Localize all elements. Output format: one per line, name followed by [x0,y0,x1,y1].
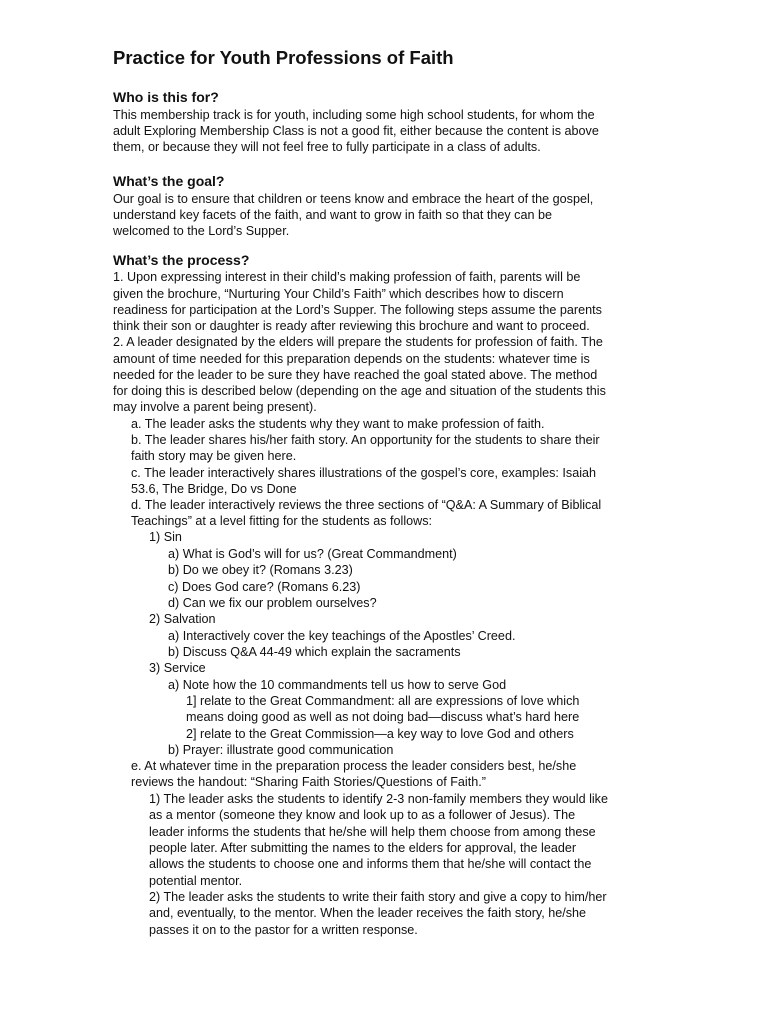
list-item: leader informs the students that he/she will help them choose from among these [149,825,596,839]
paragraph-line: readiness for participation at the Lord’s Supper. The following steps assume the parents [113,303,602,317]
list-item: b) Discuss Q&A 44-49 which explain the sacraments [168,645,461,659]
list-item: d) Can we fix our problem ourselves? [168,596,377,610]
paragraph-line: welcomed to the Lord’s Supper. [113,224,290,238]
list-item: potential mentor. [149,874,243,888]
list-item: b) Do we obey it? (Romans 3.23) [168,563,353,577]
page-title: Practice for Youth Professions of Faith [113,47,454,68]
paragraph-line: given the brochure, “Nurturing Your Child’s Faith” which describes how to discern [113,287,564,301]
list-item: 1) Sin [149,530,182,544]
paragraph-line: This membership track is for youth, including some high school students, for whom the [113,108,595,122]
list-item: 1) The leader asks the students to identify 2-3 non-family members they would like [149,792,608,806]
paragraph-line: 2. A leader designated by the elders will prepare the students for profession of faith. The [113,335,603,349]
paragraph-line: may involve a parent being present). [113,400,317,414]
list-item: c. The leader interactively shares illustrations of the gospel’s core, examples: Isaiah [131,466,597,480]
list-item: people later. After submitting the names to the elders for approval, the leader [149,841,577,855]
list-item: 53.6, The Bridge, Do vs Done [131,482,297,496]
list-item: 2) The leader asks the students to write their faith story and give a copy to him/her [149,890,607,904]
paragraph-line: needed for the leader to be sure they have reached the goal stated above. The method [113,368,598,382]
paragraph-line: 1. Upon expressing interest in their child’s making profession of faith, parents will be [113,270,581,284]
list-item: a) Interactively cover the key teachings of the Apostles’ Creed. [168,629,516,643]
list-item: b. The leader shares his/her faith story. An opportunity for the students to share their [131,433,600,447]
list-item: as a mentor (someone they know and look up to as a follower of Jesus). The [149,808,576,822]
paragraph-line: amount of time needed for this preparation depends on the students: whatever time is [113,352,590,366]
paragraph-line: for doing this is described below (depending on the age and situation of the students this [113,384,606,398]
list-item: 3) Service [149,661,206,675]
list-item: means doing good as well as not doing bad—discuss what’s hard here [186,710,580,724]
list-item: a) Note how the 10 commandments tell us how to serve God [168,678,507,692]
section-heading-who: Who is this for? [113,89,219,105]
list-item: c) Does God care? (Romans 6.23) [168,580,361,594]
list-item: d. The leader interactively reviews the three sections of “Q&A: A Summary of Biblical [131,498,602,512]
paragraph-line: understand key facets of the faith, and want to grow in faith so that they can be [113,208,552,222]
list-item: faith story may be given here. [131,449,297,463]
paragraph-line: them, or because they will not feel free to fully participate in a class of adults. [113,140,541,154]
list-item: 2] relate to the Great Commission—a key way to love God and others [186,727,574,741]
list-item: a) What is God’s will for us? (Great Commandment) [168,547,457,561]
section-heading-goal: What’s the goal? [113,173,225,189]
list-item: passes it on to the pastor for a written response. [149,923,418,937]
list-item: reviews the handout: “Sharing Faith Stories/Questions of Faith.” [131,775,486,789]
paragraph-line: Our goal is to ensure that children or teens know and embrace the heart of the gospel, [113,192,594,206]
list-item: 2) Salvation [149,612,216,626]
list-item: a. The leader asks the students why they want to make profession of faith. [131,417,545,431]
list-item: 1] relate to the Great Commandment: all are expressions of love which [186,694,580,708]
list-item: b) Prayer: illustrate good communication [168,743,394,757]
list-item: and, eventually, to the mentor. When the leader receives the faith story, he/she [149,906,587,920]
paragraph-line: think their son or daughter is ready after reviewing this brochure and want to proceed. [113,319,590,333]
list-item: allows the students to choose one and informs them that he/she will contact the [149,857,592,871]
list-item: Teachings” at a level fitting for the students as follows: [131,514,433,528]
section-heading-process: What’s the process? [113,252,250,268]
list-item: e. At whatever time in the preparation process the leader considers best, he/she [131,759,577,773]
paragraph-line: adult Exploring Membership Class is not a good fit, either because the content is above [113,124,599,138]
